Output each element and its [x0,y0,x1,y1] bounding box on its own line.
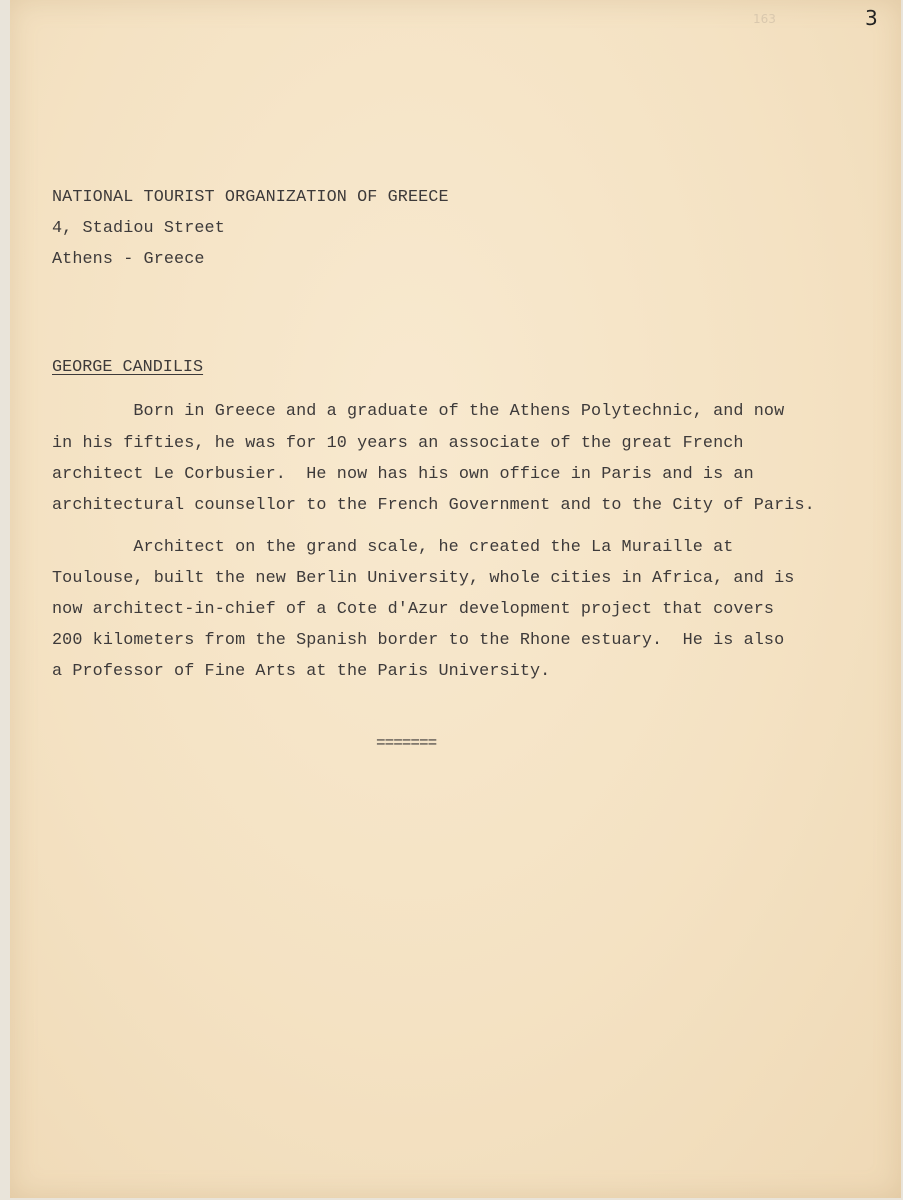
paragraph-1-line-2: in his fifties, he was for 10 years an associate of the great French [52,434,744,453]
paragraph-2-line-3: now architect-in-chief of a Cote d'Azur development project that covers [52,600,775,619]
paragraph-1-line-4: architectural counsellor to the French Government and to the City of Paris. [52,496,815,515]
letterhead-organization: NATIONAL TOURIST ORGANIZATION OF GREECE [52,188,449,207]
paragraph-2-line-5: a Professor of Fine Arts at the Paris University. [52,662,551,681]
letterhead-city: Athens - Greece [52,250,205,269]
faint-archive-number: 163 [753,12,776,26]
paragraph-1-line-3: architect Le Corbusier. He now has his own office in Paris and is an [52,465,754,484]
page-number: 3 [865,6,878,30]
end-rule: ======= [376,734,437,752]
paragraph-2-line-1: Architect on the grand scale, he created the La Muraille at [52,538,734,557]
document-page [10,0,901,1198]
section-heading: GEORGE CANDILIS [52,358,204,377]
paragraph-2-line-2: Toulouse, built the new Berlin University, whole cities in Africa, and is [52,569,795,588]
paragraph-1-line-1: Born in Greece and a graduate of the Athens Polytechnic, and now [52,402,785,421]
letterhead-street: 4, Stadiou Street [52,219,225,238]
paragraph-2-line-4: 200 kilometers from the Spanish border to the Rhone estuary. He is also [52,631,785,650]
